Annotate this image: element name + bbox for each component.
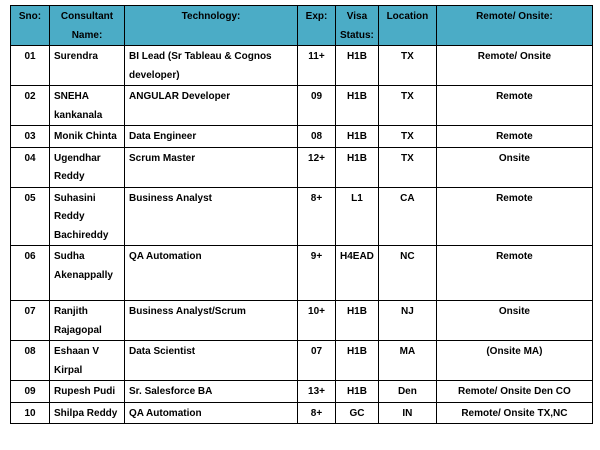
cell-visa-status: H1B [336,126,379,148]
cell-visa-status: H1B [336,301,379,341]
cell-experience: 09 [298,86,336,126]
table-row [11,187,593,246]
cell-remote-onsite: Remote [436,86,592,126]
cell-experience: 8+ [298,187,336,246]
header-technology: Technology: [125,6,298,46]
cell-technology: Business Analyst/Scrum [125,301,298,341]
cell-consultant-name: Monik Chinta [50,126,125,148]
cell-experience: 8+ [298,402,336,424]
cell-sno: 02 [11,86,50,126]
header-visa-status: Visa Status: [336,6,379,46]
cell-experience: 10+ [298,301,336,341]
cell-consultant-name: Surendra [50,46,125,86]
cell-consultant-name: Shilpa Reddy [50,402,125,424]
cell-technology: Business Analyst [125,187,298,246]
cell-visa-status: H1B [336,46,379,86]
header-consultant-name: Consultant Name: [50,6,125,46]
table-row [11,381,593,403]
cell-experience: 13+ [298,381,336,403]
cell-location: MA [378,341,436,381]
header-sno: Sno: [11,6,50,46]
cell-experience: 9+ [298,246,336,301]
cell-remote-onsite: Remote [436,187,592,246]
cell-sno: 03 [11,126,50,148]
cell-experience: 07 [298,341,336,381]
table-row [11,147,593,187]
table-header-row [11,6,593,46]
cell-experience: 11+ [298,46,336,86]
cell-sno: 04 [11,147,50,187]
header-experience: Exp: [298,6,336,46]
consultant-table [10,5,593,424]
cell-remote-onsite: Remote/ Onsite Den CO [436,381,592,403]
cell-visa-status: H1B [336,147,379,187]
cell-technology: Sr. Salesforce BA [125,381,298,403]
cell-remote-onsite: (Onsite MA) [436,341,592,381]
cell-location: Den [378,381,436,403]
cell-experience: 12+ [298,147,336,187]
cell-sno: 07 [11,301,50,341]
cell-visa-status: H1B [336,341,379,381]
cell-remote-onsite: Onsite [436,301,592,341]
cell-technology: Scrum Master [125,147,298,187]
table-row [11,341,593,381]
cell-location: NJ [378,301,436,341]
cell-technology: QA Automation [125,246,298,301]
cell-technology: ANGULAR Developer [125,86,298,126]
cell-location: TX [378,46,436,86]
cell-consultant-name: Ranjith Rajagopal [50,301,125,341]
header-remote-onsite: Remote/ Onsite: [436,6,592,46]
cell-sno: 09 [11,381,50,403]
cell-remote-onsite: Onsite [436,147,592,187]
cell-technology: BI Lead (Sr Tableau & Cognos developer) [125,46,298,86]
cell-location: CA [378,187,436,246]
cell-remote-onsite: Remote/ Onsite [436,46,592,86]
cell-location: NC [378,246,436,301]
cell-remote-onsite: Remote/ Onsite TX,NC [436,402,592,424]
cell-sno: 01 [11,46,50,86]
table-row [11,86,593,126]
cell-visa-status: H1B [336,86,379,126]
cell-consultant-name: Rupesh Pudi [50,381,125,403]
cell-sno: 06 [11,246,50,301]
table-row [11,246,593,301]
cell-sno: 10 [11,402,50,424]
cell-technology: Data Engineer [125,126,298,148]
cell-consultant-name: Ugendhar Reddy [50,147,125,187]
cell-sno: 05 [11,187,50,246]
cell-consultant-name: Eshaan V Kirpal [50,341,125,381]
table-row [11,402,593,424]
cell-location: TX [378,147,436,187]
cell-consultant-name: Suhasini Reddy Bachireddy [50,187,125,246]
cell-visa-status: L1 [336,187,379,246]
cell-experience: 08 [298,126,336,148]
header-location: Location [378,6,436,46]
table-row [11,46,593,86]
cell-sno: 08 [11,341,50,381]
cell-technology: Data Scientist [125,341,298,381]
cell-location: IN [378,402,436,424]
cell-visa-status: H1B [336,381,379,403]
cell-remote-onsite: Remote [436,246,592,301]
cell-location: TX [378,126,436,148]
table-row [11,301,593,341]
cell-technology: QA Automation [125,402,298,424]
cell-location: TX [378,86,436,126]
cell-consultant-name: SNEHA kankanala [50,86,125,126]
cell-remote-onsite: Remote [436,126,592,148]
cell-visa-status: GC [336,402,379,424]
table-row [11,126,593,148]
cell-visa-status: H4EAD [336,246,379,301]
cell-consultant-name: Sudha Akenappally [50,246,125,301]
